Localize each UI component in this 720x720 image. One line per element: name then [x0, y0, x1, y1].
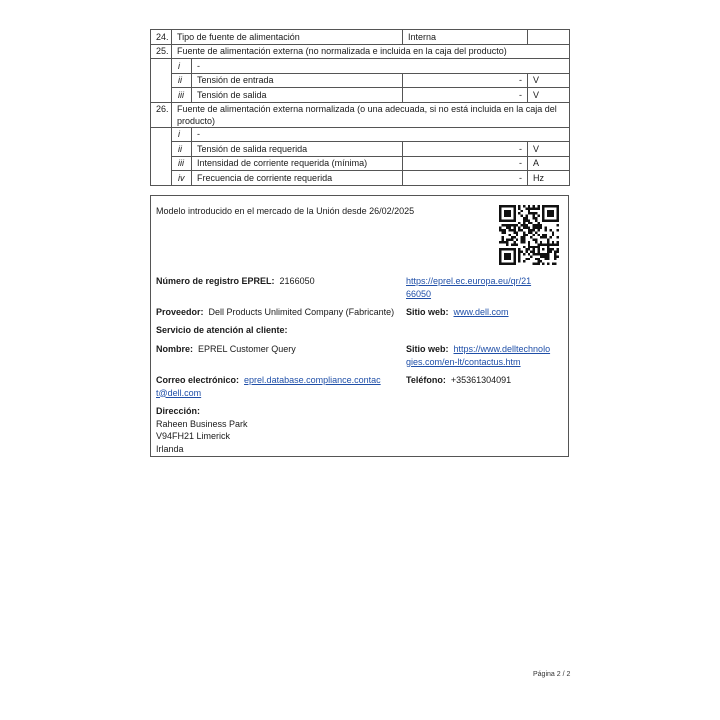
- sub-value: -: [403, 88, 528, 103]
- address-label: Dirección:: [156, 406, 201, 416]
- eprel-url-line2[interactable]: 66050: [406, 288, 432, 299]
- row-label: Fuente de alimentación externa normalizada (o una adecuada, si no está incluida en la caja del producto): [172, 102, 570, 127]
- address: [156, 405, 248, 455]
- eprel-registration: [156, 275, 315, 288]
- sub-label: Tensión de entrada: [192, 73, 403, 88]
- table-row: [151, 30, 570, 45]
- website-link[interactable]: www.dell.com: [453, 307, 509, 317]
- sub-unit: Hz: [528, 171, 570, 186]
- sub-label: Tensión de salida requerida: [192, 142, 403, 157]
- contact-website-link-line1[interactable]: https://www.delltechnolo: [453, 344, 551, 354]
- address-line: V94FH21 Limerick: [156, 431, 231, 441]
- table-row: [151, 171, 570, 186]
- sub-value: -: [403, 142, 528, 157]
- email-link-line1[interactable]: eprel.database.compliance.contac: [244, 375, 381, 385]
- sub-unit: A: [528, 156, 570, 171]
- row-number: 24.: [151, 30, 172, 45]
- row-number-blank: [151, 59, 172, 103]
- table-row: [151, 44, 570, 59]
- email-label: Correo electrónico:: [156, 375, 240, 385]
- sub-label: Intensidad de corriente requerida (mínima): [192, 156, 403, 171]
- customer-service-heading: Servicio de atención al cliente:: [156, 325, 288, 335]
- supplier-label: Proveedor:: [156, 307, 204, 317]
- sub-value: -: [403, 156, 528, 171]
- sub-value: -: [403, 73, 528, 88]
- website: [406, 306, 509, 319]
- contact-website-link-line2[interactable]: gies.com/en-lt/contactus.htm: [406, 356, 521, 367]
- table-row: [151, 127, 570, 142]
- sub-unit: V: [528, 88, 570, 103]
- market-intro-text: Modelo introducido en el mercado de la Unión desde 26/02/2025: [156, 206, 415, 216]
- row-label: Tipo de fuente de alimentación: [172, 30, 403, 45]
- sub-index: iv: [172, 171, 192, 186]
- qr-code-icon: [499, 205, 559, 265]
- row-number-blank: [151, 127, 172, 185]
- table-row: [151, 59, 570, 74]
- website-label: Sitio web:: [406, 307, 449, 317]
- contact-website: [406, 343, 550, 368]
- eprel-info-card: [150, 195, 569, 457]
- table-row: [151, 142, 570, 157]
- sub-index: ii: [172, 73, 192, 88]
- page-number: Página 2 / 2: [533, 671, 571, 678]
- website2-label: Sitio web:: [406, 344, 449, 354]
- sub-index: i: [172, 127, 192, 142]
- spec-table: [150, 29, 570, 186]
- row-number: 25.: [151, 44, 172, 59]
- table-row: [151, 88, 570, 103]
- phone-value: +35361304091: [450, 375, 512, 385]
- eprel-label: Número de registro EPREL:: [156, 276, 275, 286]
- supplier-value: Dell Products Unlimited Company (Fabricante): [208, 307, 395, 317]
- supplier: [156, 306, 394, 319]
- contact-phone: [406, 374, 511, 387]
- row-unit: [528, 30, 570, 45]
- sub-label: Tensión de salida: [192, 88, 403, 103]
- address-line: Irlanda: [156, 443, 184, 454]
- name-value: EPREL Customer Query: [198, 344, 296, 354]
- sub-value: -: [403, 171, 528, 186]
- sub-index: iii: [172, 156, 192, 171]
- contact-email: [156, 374, 381, 399]
- sub-index: ii: [172, 142, 192, 157]
- row-label: Fuente de alimentación externa (no normalizada e incluida en la caja del producto): [172, 44, 570, 59]
- table-row: [151, 156, 570, 171]
- sub-unit: V: [528, 142, 570, 157]
- sub-label: -: [192, 127, 570, 142]
- row-value: Interna: [403, 30, 528, 45]
- eprel-link[interactable]: [406, 275, 531, 300]
- sub-index: iii: [172, 88, 192, 103]
- sub-label: Frecuencia de corriente requerida: [192, 171, 403, 186]
- phone-label: Teléfono:: [406, 375, 446, 385]
- table-row: [151, 102, 570, 127]
- eprel-number: 2166050: [279, 276, 315, 286]
- row-number: 26.: [151, 102, 172, 127]
- contact-name: [156, 343, 296, 356]
- address-line: Raheen Business Park: [156, 418, 248, 429]
- eprel-url-line1[interactable]: https://eprel.ec.europa.eu/qr/21: [406, 276, 532, 286]
- table-row: [151, 73, 570, 88]
- sub-label: -: [192, 59, 570, 74]
- sub-unit: V: [528, 73, 570, 88]
- email-link-line2[interactable]: t@dell.com: [156, 387, 202, 398]
- sub-index: i: [172, 59, 192, 74]
- name-label: Nombre:: [156, 344, 194, 354]
